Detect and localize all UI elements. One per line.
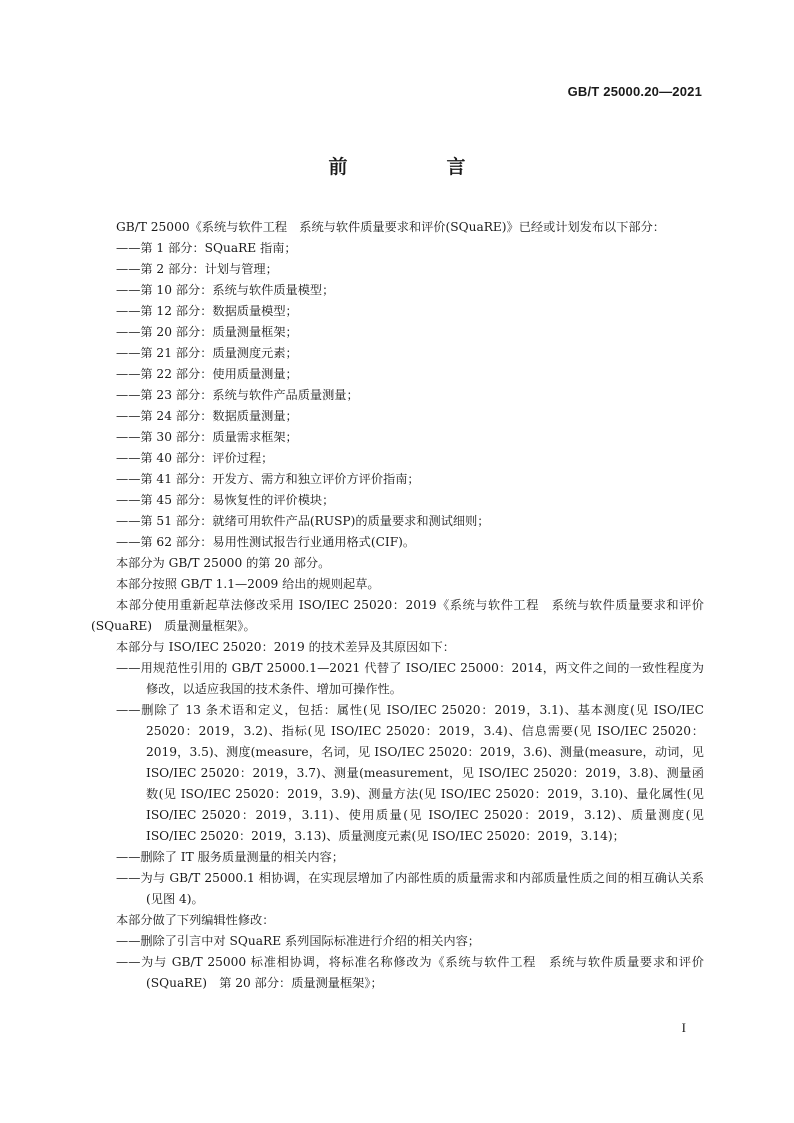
page-title: 前 言: [328, 156, 506, 178]
list-item-part: ——第 30 部分：质量需求框架；: [116, 430, 298, 444]
list-item-part: ——第 12 部分：数据质量模型；: [116, 304, 298, 318]
editorial-intro: 本部分做了下列编辑性修改：: [116, 913, 275, 927]
list-item-part: ——第 45 部分：易恢复性的评价模块；: [116, 493, 335, 507]
page-number: I: [681, 1020, 686, 1035]
list-item-tech-diff: ——删除了 13 条术语和定义，包括：属性(见 ISO/IEC 25020：2019，3.1)、基本测度(见 ISO/IEC 25020：2019，3.2)、指标(见 ISO/IEC 25020：2019，3.4)、信息需要(见 ISO/IEC 25020：2019，3.5)、测度(measure，名词，见 ISO/IEC 25020：2019，3.6)、测量(measure，动词，见 ISO/IEC 25020：2019，3.7)、测量(measurement，见 ISO/IEC 25020：2019，3.8)、测量函数(见 ISO/IEC 25020：2019，3.9)、测量方法(见 ISO/IEC 25020：2019，3.10)、量化属性(见 ISO/IEC 25020：2019，3.11)、使用质量(见 ISO/IEC 25020：2019，3.12)、质量测度(见 ISO/IEC 25020：2019，3.13)、质量测度元素(见 ISO/IEC 25020：2019，3.14)；: [116, 703, 704, 843]
list-item-part: ——第 10 部分：系统与软件质量模型；: [116, 283, 335, 297]
statement-paragraph: 本部分使用重新起草法修改采用 ISO/IEC 25020：2019《系统与软件工程 系统与软件质量要求和评价(SQuaRE) 质量测量框架》。: [91, 598, 704, 633]
statement-paragraph: 本部分为 GB/T 25000 的第 20 部分。: [116, 556, 331, 570]
list-item-tech-diff: ——用规范性引用的 GB/T 25000.1—2021 代替了 ISO/IEC 25000：2014，两文件之间的一致性程度为修改，以适应我国的技术条件、增加可操作性。: [116, 661, 704, 696]
list-item-tech-diff: ——为与 GB/T 25000.1 相协调，在实现层增加了内部性质的质量需求和内部质量性质之间的相互确认关系(见图 4)。: [116, 871, 704, 906]
statement-paragraph: 本部分与 ISO/IEC 25020：2019 的技术差异及其原因如下：: [116, 640, 455, 654]
standard-code: GB/T 25000.20—2021: [567, 84, 702, 99]
list-item-part: ——第 62 部分：易用性测试报告行业通用格式(CIF)。: [116, 535, 416, 549]
list-item-part: ——第 41 部分：开发方、需方和独立评价方评价指南；: [116, 472, 420, 486]
list-item-editorial: ——为与 GB/T 25000 标准相协调，将标准名称修改为《系统与软件工程 系统与软件质量要求和评价(SQuaRE) 第 20 部分：质量测量框架》；: [116, 955, 704, 990]
intro-paragraph: GB/T 25000《系统与软件工程 系统与软件质量要求和评价(SQuaRE)》已经或计划发布以下部分：: [116, 220, 665, 234]
statement-paragraph: 本部分按照 GB/T 1.1—2009 给出的规则起草。: [116, 577, 380, 591]
list-item-part: ——第 23 部分：系统与软件产品质量测量；: [116, 388, 359, 402]
document-body: [91, 217, 704, 994]
list-item-editorial: ——删除了引言中对 SQuaRE 系列国际标准进行介绍的相关内容；: [116, 934, 480, 948]
list-item-part: ——第 24 部分：数据质量测量；: [116, 409, 298, 423]
list-item-part: ——第 51 部分：就绪可用软件产品(RUSP)的质量要求和测试细则；: [116, 514, 490, 528]
list-item-part: ——第 21 部分：质量测度元素；: [116, 346, 298, 360]
list-item-part: ——第 1 部分：SQuaRE 指南；: [116, 241, 297, 255]
list-item-tech-diff: ——删除了 IT 服务质量测量的相关内容；: [116, 850, 344, 864]
list-item-part: ——第 20 部分：质量测量框架；: [116, 325, 298, 339]
list-item-part: ——第 2 部分：计划与管理；: [116, 262, 278, 276]
list-item-part: ——第 40 部分：评价过程；: [116, 451, 274, 465]
list-item-part: ——第 22 部分：使用质量测量；: [116, 367, 298, 381]
